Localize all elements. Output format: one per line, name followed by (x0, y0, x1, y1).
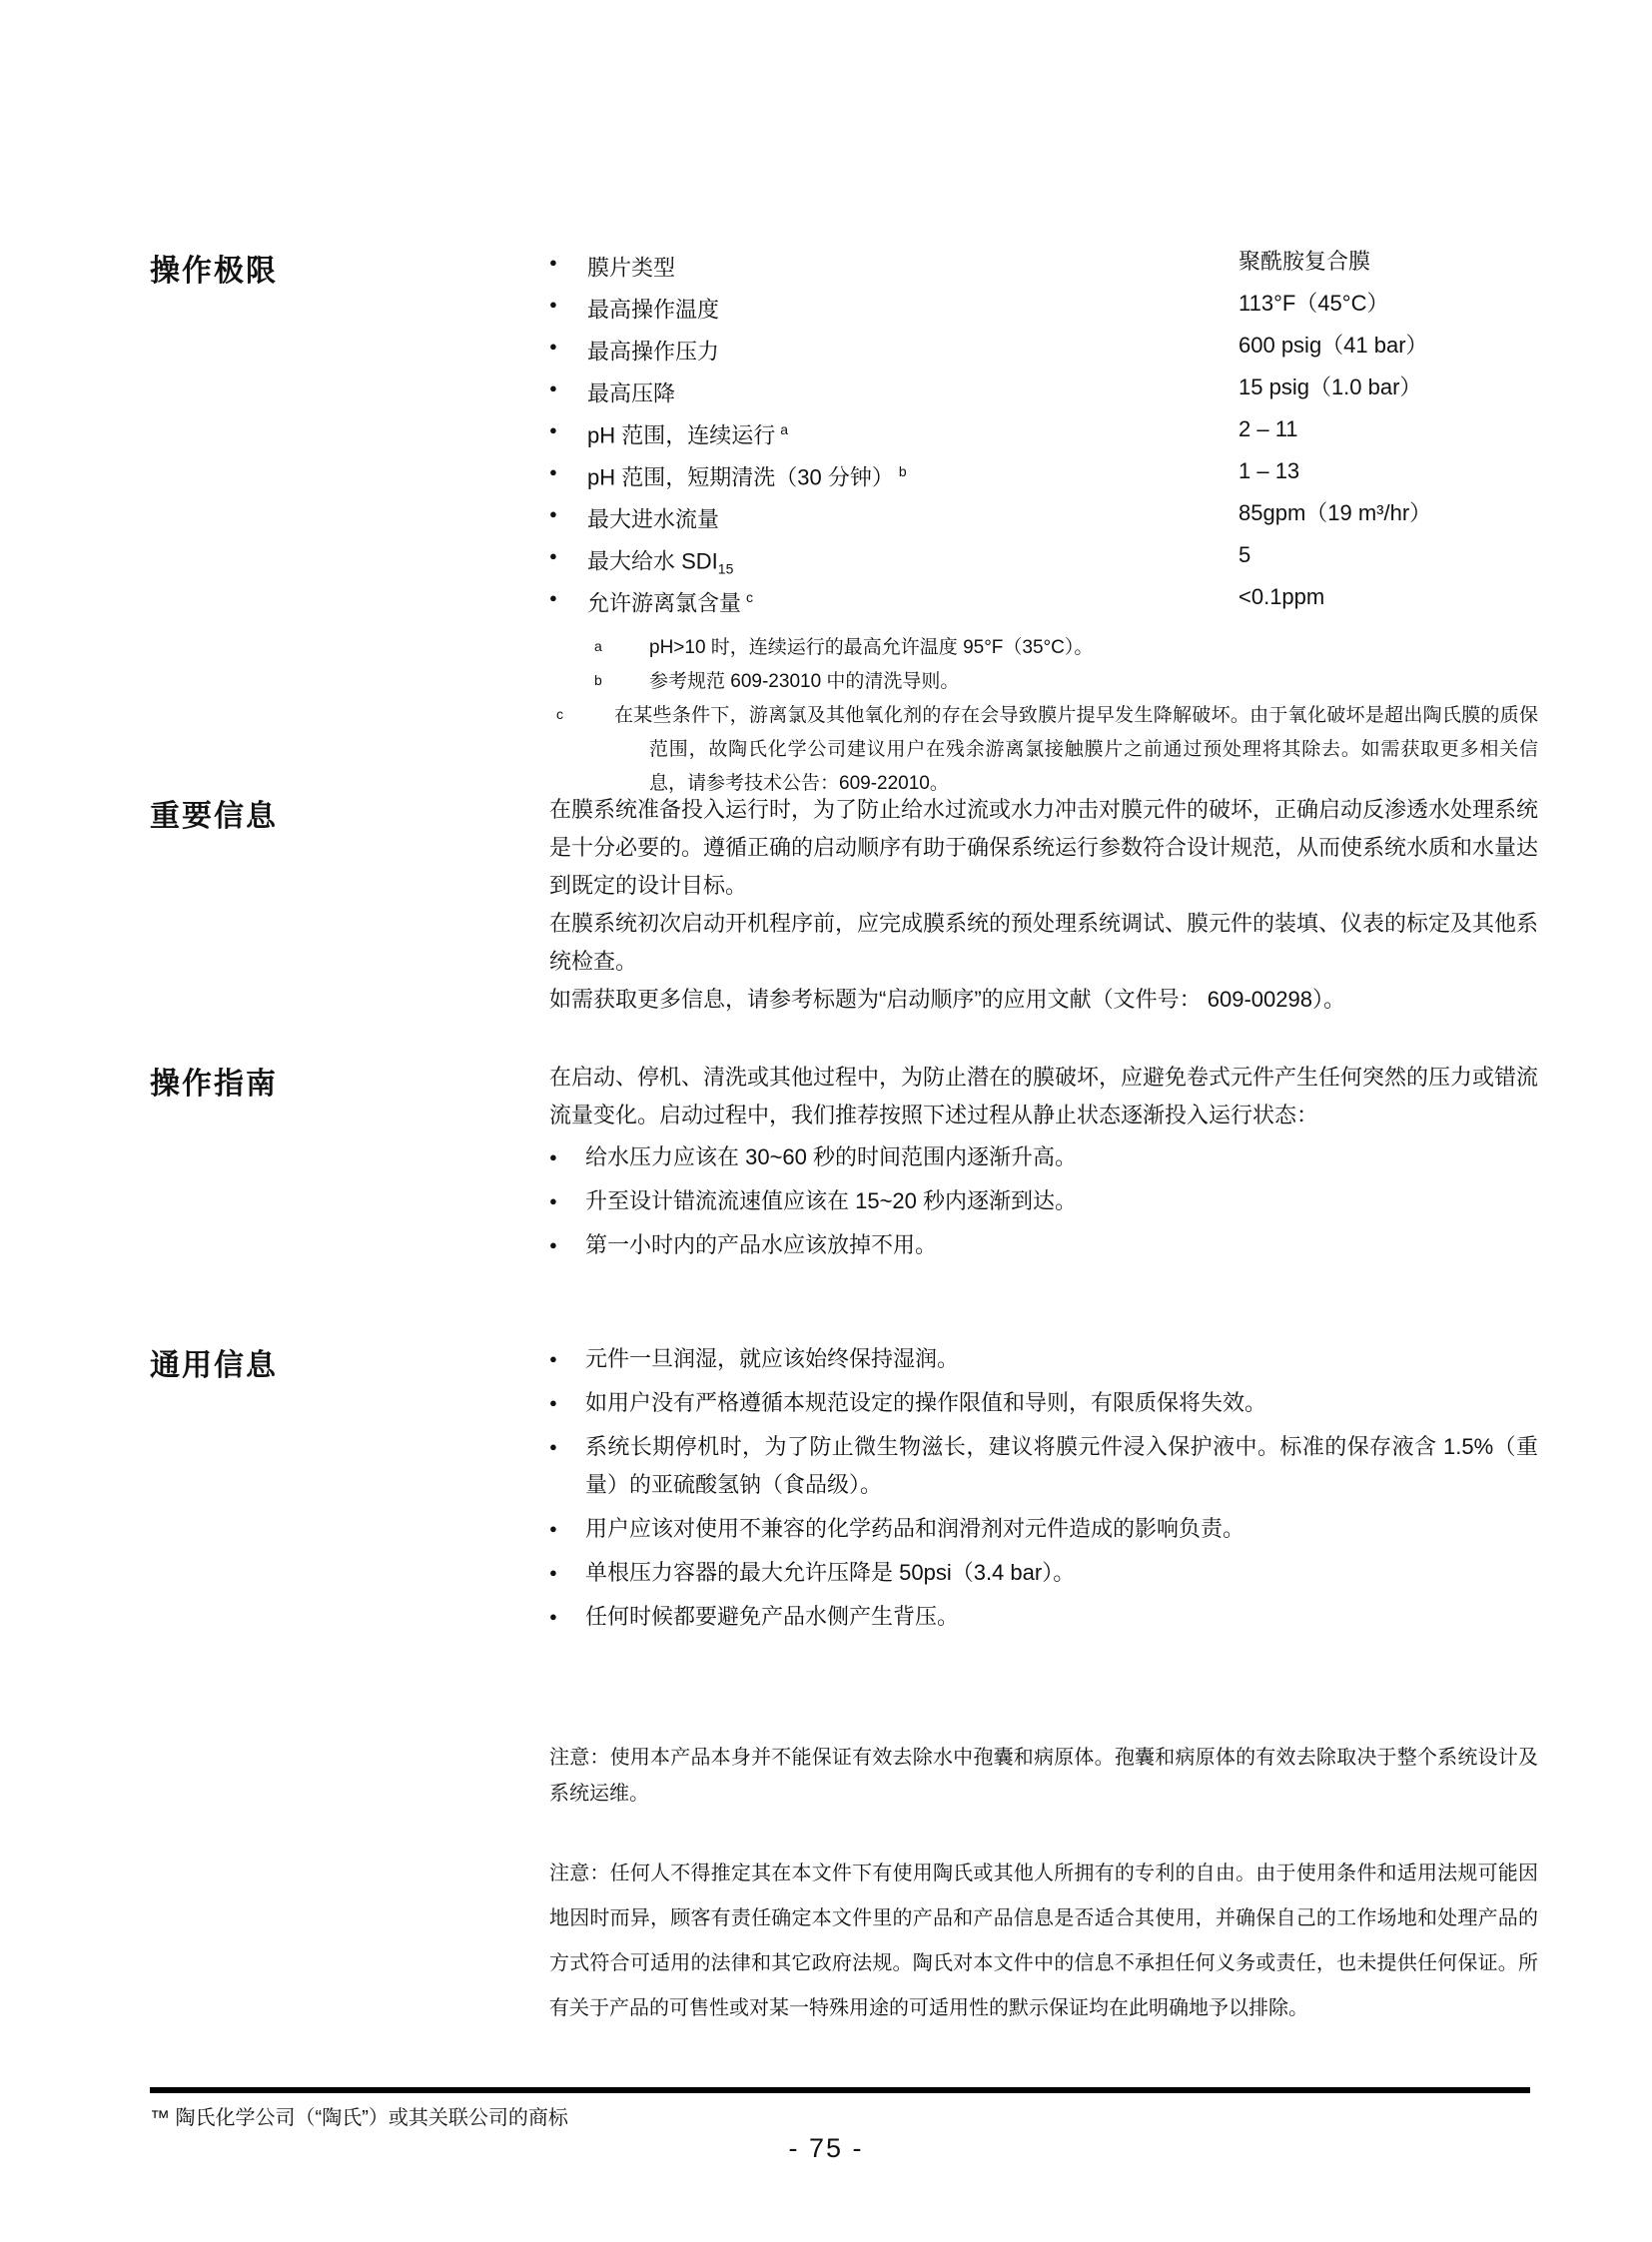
spec-row (549, 372, 1538, 413)
bullet-icon: ● (549, 1395, 557, 1410)
bullet-icon: ● (549, 1609, 557, 1624)
spec-value: 5 (1239, 542, 1251, 567)
bullet-icon: ● (549, 422, 557, 437)
note-disclaimer: 注意：任何人不得推定其在本文件下有使用陶氏或其他人所拥有的专利的自由。由于使用条件和适用法规可能因地因时而异，顾客有责任确定本文件里的产品和产品信息是否适合其使用，并确保自己的工作场地和处理产品的方式符合可适用的法律和其它政府法规。陶氏对本文件中的信息不承担任何义务或责任，也未提供任何保证。所有关于产品的可售性或对某一特殊用途的可适用性的默示保证均在此明确地予以排除。 (549, 1863, 1538, 2019)
section-important-info (150, 791, 1538, 1019)
spec-row (549, 455, 1538, 497)
bullet-text: 给水压力应该在 30~60 秒的时间范围内逐渐升高。 (585, 1144, 1078, 1169)
bullet-item (549, 1226, 1538, 1264)
spec-label: 最大进水流量 (587, 506, 720, 532)
bullet-item (549, 1510, 1538, 1548)
section-heading-general-info: 通用信息 (150, 1349, 278, 1382)
spec-label: 最高压降 (587, 380, 676, 406)
bullet-text: 第一小时内的产品水应该放掉不用。 (585, 1232, 938, 1257)
spec-value: <0.1ppm (1239, 584, 1325, 609)
footnote (549, 631, 1538, 665)
footnote (549, 665, 1538, 699)
important-info-body (549, 791, 1538, 1019)
footnote: c 在某些条件下，游离氯及其他氧化剂的存在会导致膜片提早发生降解破坏。由于氧化破坏是超出陶氏膜的质保范围，故陶氏化学公司建议用户在残余游离氯接触膜片之前通过预处理将其除去。如需获取更多相关信息，请参考技术公告：609-22010。 (556, 705, 1538, 794)
bullet-icon: ● (549, 255, 557, 270)
bullet-item (549, 1182, 1538, 1220)
spec-label: 最高操作压力 (587, 339, 720, 365)
footnote-text: 在某些条件下，游离氯及其他氧化剂的存在会导致膜片提早发生降解破坏。由于氧化破坏是超出陶氏膜的质保范围，故陶氏化学公司建议用户在残余游离氯接触膜片之前通过预处理将其除去。如需获取更多相关信息，请参考技术公告：609-22010。 (614, 705, 1538, 794)
spec-row (549, 246, 1538, 288)
spec-label: 允许游离氯含量 $^c$ (587, 589, 754, 616)
bullet-text: 任何时候都要避免产品水侧产生背压。 (585, 1604, 960, 1629)
spec-label: pH 范围，短期清洗（30 分钟） $^b$ (587, 463, 907, 490)
bullet-text: 如用户没有严格遵循本规范设定的操作限值和导则，有限质保将失效。 (585, 1390, 1267, 1415)
bullet-item (549, 1384, 1538, 1422)
bullet-item (549, 1428, 1538, 1504)
spec-value: 85gpm（19 m³/hr） (1239, 500, 1432, 525)
general-info-body (549, 1340, 1538, 1642)
bullet-item (549, 1598, 1538, 1636)
bullet-icon: ● (549, 1193, 557, 1208)
spec-row (549, 288, 1538, 330)
operating-guide-intro: 在启动、停机、清洗或其他过程中，为防止潜在的膜破坏，应避免卷式元件产生任何突然的压力或错流流量变化。启动过程中，我们推荐按照下述过程从静止状态逐渐投入运行状态： (549, 1065, 1539, 1127)
spec-value: 2 – 11 (1239, 416, 1298, 441)
spec-value: 聚酰胺复合膜 (1239, 249, 1371, 274)
spec-label: 最大给水 $SDI_{15}$ (587, 548, 734, 577)
paragraph: 在膜系统初次启动开机程序前，应完成膜系统的预处理系统调试、膜元件的装填、仪表的标定及其他系统检查。 (549, 911, 1539, 974)
footnote-text: 参考规范 609-23010 中的清洗导则。 (649, 671, 960, 692)
section-operating-limits (150, 246, 1538, 801)
spec-label: 最高操作温度 (587, 297, 720, 323)
page-number: - 75 - (788, 2133, 864, 2163)
bullet-icon: ● (549, 1237, 557, 1252)
bullet-item (549, 1138, 1538, 1176)
bullet-icon: ● (549, 1351, 557, 1366)
bullet-text: 用户应该对使用不兼容的化学药品和润滑剂对元件造成的影响负责。 (585, 1516, 1245, 1541)
footnote-list (549, 631, 1538, 801)
spec-row (549, 581, 1538, 623)
paragraph: 如需获取更多信息，请参考标题为“启动顺序”的应用文献（文件号： 609-00298）。 (549, 987, 1345, 1012)
spec-value: 15 psig（1.0 bar） (1239, 374, 1422, 399)
footer-divider (150, 2087, 1530, 2093)
bullet-icon: ● (549, 380, 557, 395)
section-general-info (150, 1340, 1538, 1642)
footnote-text: pH>10 时，连续运行的最高允许温度 95°F（35°C）。 (649, 637, 1094, 658)
bullet-icon: ● (549, 506, 557, 521)
bullet-icon: ● (549, 464, 557, 479)
bullet-icon: ● (549, 548, 557, 563)
bullet-icon: ● (549, 590, 557, 605)
spec-label-subscript: 15 (717, 560, 734, 577)
spec-row (549, 497, 1538, 539)
bullet-icon: ● (549, 1149, 557, 1164)
spec-label: 膜片类型 (587, 255, 676, 281)
paragraph: 在膜系统准备投入运行时，为了防止给水过流或水力冲击对膜元件的破坏，正确启动反渗透水处理系统是十分必要的。遵循正确的启动顺序有助于确保系统运行参数符合设计规范，从而使系统水质和水量达到既定的设计目标。 (549, 797, 1539, 898)
bullet-text: 升至设计错流流速值应该在 15~20 秒内逐渐到达。 (585, 1188, 1078, 1213)
section-operating-guide (150, 1059, 1538, 1270)
spec-value: 1 – 13 (1239, 458, 1300, 483)
bullet-icon: ● (549, 339, 557, 354)
spec-list (549, 246, 1538, 623)
bullet-icon: ● (549, 1565, 557, 1580)
footnote-marker: c (746, 589, 754, 605)
footnote-marker: b (594, 672, 602, 688)
spec-label: pH 范围，连续运行 $^a$ (587, 421, 789, 448)
bullet-icon: ● (549, 297, 557, 312)
spec-row (549, 539, 1538, 581)
operating-guide-bullet-list (549, 1138, 1538, 1264)
footnote-marker: b (898, 463, 907, 479)
bullet-item (549, 1554, 1538, 1592)
notes-block (549, 1740, 1538, 2031)
spec-value: 600 psig（41 bar） (1239, 333, 1428, 358)
bullet-text: 系统长期停机时，为了防止微生物滋长，建议将膜元件浸入保护液中。标准的保存液含 1.5%（重量）的亚硫酸氢钠（食品级）。 (585, 1434, 1538, 1497)
general-info-bullet-list (549, 1340, 1538, 1636)
trademark-note: ™ 陶氏化学公司（“陶氏”）或其关联公司的商标 (150, 2107, 568, 2129)
spec-row (549, 413, 1538, 455)
note-pathogens: 注意：使用本产品本身并不能保证有效去除水中孢囊和病原体。孢囊和病原体的有效去除取决于整个系统设计及系统运维。 (549, 1747, 1538, 1805)
footnote-marker: a (780, 421, 789, 437)
operating-limits-body (549, 246, 1538, 801)
footnote-marker: a (594, 638, 602, 654)
bullet-icon: ● (549, 1521, 557, 1536)
bullet-text: 元件一旦润湿，就应该始终保持湿润。 (585, 1346, 960, 1371)
section-heading-operating-limits: 操作极限 (150, 255, 278, 288)
spec-value: 113°F（45°C） (1239, 291, 1389, 316)
operating-guide-body (549, 1059, 1538, 1270)
bullet-icon: ● (549, 1439, 557, 1454)
bullet-item (549, 1340, 1538, 1378)
spec-row (549, 330, 1538, 372)
section-heading-operating-guide: 操作指南 (150, 1068, 278, 1101)
section-heading-important-info: 重要信息 (150, 800, 278, 833)
bullet-text: 单根压力容器的最大允许压降是 50psi（3.4 bar）。 (585, 1560, 1076, 1585)
